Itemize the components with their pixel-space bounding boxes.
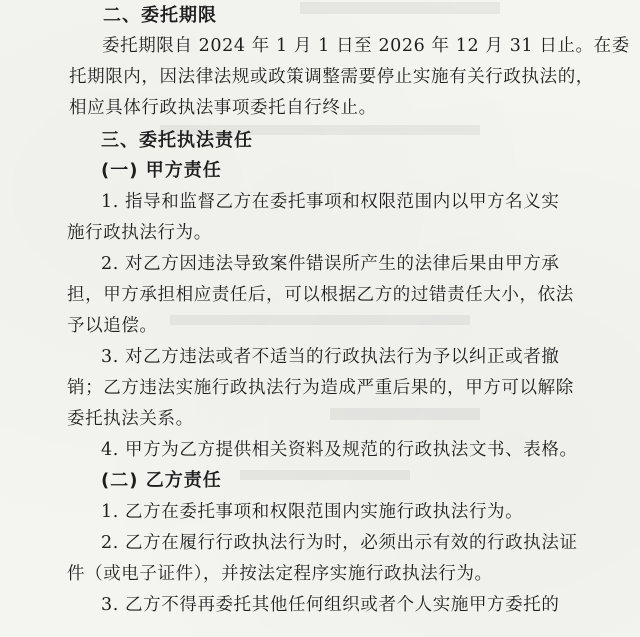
- body-text-line: 销；乙方违法实施行政执法行为造成严重后果的，甲方可以解除: [67, 378, 574, 398]
- body-text-line: 委托期限自 2024 年 1 月 1 日至 2026 年 12 月 31 日止。在委: [102, 36, 630, 56]
- body-text-line: 1. 指导和监督乙方在委托事项和权限范围内以甲方名义实: [101, 192, 560, 212]
- body-text-line: 托期限内，因法律法规或政策调整需要停止实施有关行政执法的，: [69, 67, 594, 87]
- body-text-line: 3. 对乙方违法或者不适当的行政执法行为予以纠正或者撤: [101, 347, 560, 367]
- body-text-line: 相应具体行政执法事项委托自行终止。: [69, 98, 377, 118]
- section-heading: 二、委托期限: [103, 5, 217, 26]
- body-text-line: 4. 甲方为乙方提供相关资料及规范的行政执法文书、表格。: [101, 440, 578, 460]
- section-heading: 三、委托执法责任: [101, 130, 253, 151]
- subsection-heading: (一) 甲方责任: [101, 160, 222, 181]
- bleed-through-mark: [300, 2, 500, 14]
- body-text-line: 予以追偿。: [67, 316, 158, 336]
- body-text-line: 施行政执法行为。: [67, 223, 212, 243]
- bleed-through-mark: [330, 408, 480, 420]
- body-text-line: 1. 乙方在委托事项和权限范围内实施行政执法行为。: [101, 502, 524, 522]
- body-text-line: 3. 乙方不得再委托其他任何组织或者个人实施甲方委托的: [101, 595, 560, 615]
- bleed-through-mark: [240, 470, 410, 480]
- subsection-heading: (二) 乙方责任: [101, 470, 222, 491]
- body-text-line: 委托执法关系。: [67, 409, 194, 429]
- body-text-line: 件（或电子证件），并按法定程序实施行政执法行为。: [67, 564, 493, 584]
- body-text-line: 2. 乙方在履行行政执法行为时，必须出示有效的行政执法证: [101, 533, 578, 553]
- body-text-line: 2. 对乙方因违法导致案件错误所产生的法律后果由甲方承: [101, 254, 560, 274]
- body-text-line: 担，甲方承担相应责任后，可以根据乙方的过错责任大小，依法: [67, 285, 574, 305]
- bleed-through-mark: [170, 315, 470, 325]
